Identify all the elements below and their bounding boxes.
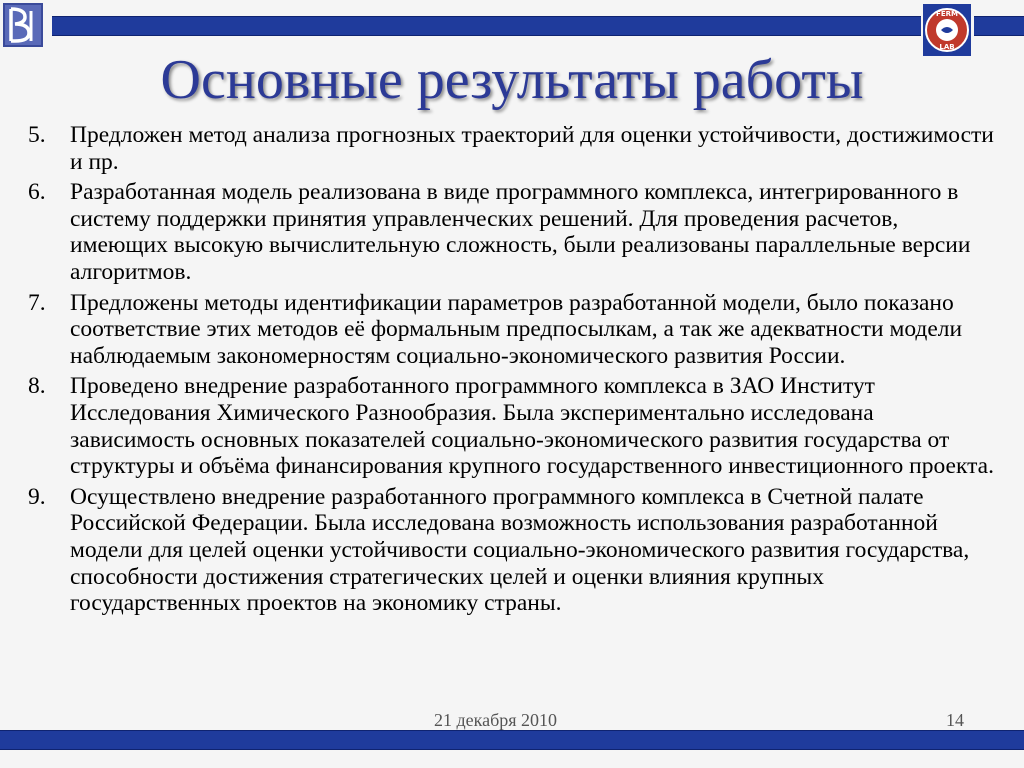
list-item-text: Проведено внедрение разработанного программного комплекса в ЗАО Институт Исследования Химического Разнообразия. Была экспериментально исследована зависимость основных показателей социально-экономического развития государства от структуры и объёма финансирования крупного государственного инвестиционного проекта. — [70, 373, 994, 480]
results-list — [28, 122, 996, 621]
header-bar-right — [974, 16, 1024, 36]
list-item — [28, 179, 996, 285]
svg-text:FERM: FERM — [936, 10, 958, 18]
list-item-number: 9. — [28, 483, 46, 510]
list-item-text: Предложены методы идентификации параметров разработанной модели, было показано соответствие этих методов её формальным предпосылкам, а так же адекватности модели наблюдаемым закономерностям социально-экономического развития России. — [70, 289, 963, 369]
footer-date: 21 декабря 2010 — [434, 710, 558, 730]
footer-page-number: 14 — [946, 710, 964, 730]
footer-bar — [0, 730, 1024, 750]
slide-title: Основные результаты работы — [160, 49, 864, 111]
list-item-number: 8. — [28, 373, 46, 400]
list-item — [28, 122, 996, 175]
list-item — [28, 373, 996, 479]
svg-text:LAB: LAB — [939, 43, 955, 51]
list-item-text: Разработанная модель реализована в виде программного комплекса, интегрированного в систему поддержки принятия управленческих решений. Для проведения расчетов, имеющих высокую вычислительную сложность, были реализованы параллельные версии алгоритмов. — [70, 179, 971, 285]
list-item-number: 6. — [28, 179, 46, 206]
list-item-text: Предложен метод анализа прогнозных траекторий для оценки устойчивости, достижимости и пр. — [70, 122, 994, 175]
list-item — [28, 290, 996, 370]
list-item-number: 7. — [28, 289, 46, 316]
hse-logo-icon — [3, 3, 43, 47]
list-item-text: Осуществлено внедрение разработанного программного комплекса в Счетной палате Российской Федерации. Была исследована возможность использования разработанной модели для целей оценки устойчивости социально-экономического развития государства, способности достижения стратегических целей и оценки влияния крупных государственных проектов на экономику страны. — [70, 483, 970, 617]
list-item-number: 5. — [28, 122, 46, 148]
list-item — [28, 484, 996, 617]
header-bar — [52, 16, 921, 36]
